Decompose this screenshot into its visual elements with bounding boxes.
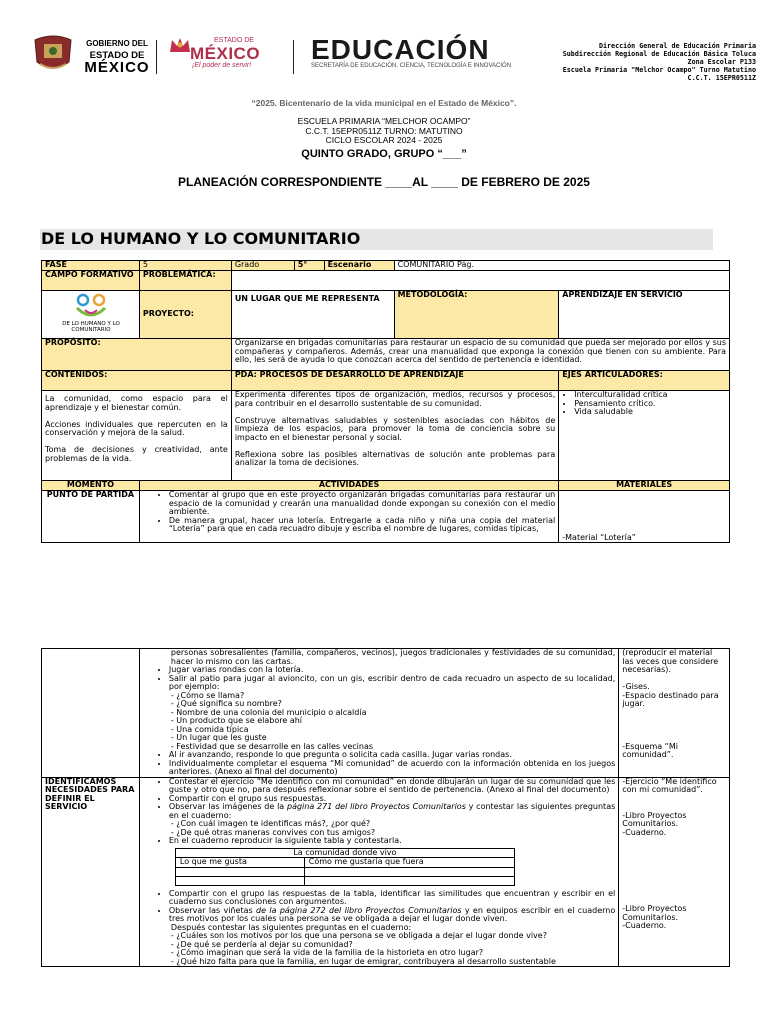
material-item: -Ejercicio “Me identifico con mi comunidad”. [622, 776, 717, 794]
inner-col1: Lo que me gusta [175, 858, 304, 868]
problematica-value [231, 271, 729, 291]
question-item: - ¿Qué hizo falta para que la familia, en lugar de emigrar, contribuyera al desarrollo sustentable [170, 956, 556, 966]
edo-name: MÉXICO [190, 44, 261, 63]
grade-title: QUINTO GRADO, GRUPO “___” [301, 148, 467, 160]
question-item: - Un lugar que les guste [170, 733, 267, 742]
direction-block [563, 42, 756, 82]
dir-line: Escuela Primaria "Melchor Ocampo" Turno Matutino [562, 66, 756, 74]
school-info [0, 117, 768, 146]
material-item: -Libro Proyectos Comunitarios. [622, 904, 687, 922]
materials-cell [619, 777, 730, 967]
problematica-label: PROBLEMÁTICA: [139, 271, 231, 291]
materials-cell: -Material “Lotería” [559, 491, 730, 543]
fase-label: FASE [42, 261, 140, 271]
escenario-label: Escenario [324, 261, 394, 271]
activity-item: • Jugar varias rondas con la lotería. [169, 666, 615, 675]
activities-table [41, 648, 730, 967]
eje-item: • Vida saludable [574, 408, 726, 417]
fase-value: 5 [139, 261, 231, 271]
question-item: - ¿Cuáles son los motivos por los que una persona se ve obligada a dejar el lugar donde vive? [170, 931, 547, 940]
question-item: - Un producto que se elabore ahí [170, 716, 303, 725]
escenario-value: COMUNITARIO Pág. [394, 261, 729, 271]
contenidos-cell [42, 391, 232, 481]
edomex-logo [168, 36, 278, 72]
proyecto-label: PROYECTO: [139, 291, 231, 339]
actividades-label: ACTIVIDADES [139, 481, 558, 491]
campo-logo-cell [42, 291, 140, 339]
material-item: -Cuaderno. [622, 827, 667, 837]
dir-line: Zona Escolar P133 [687, 58, 756, 66]
pda-cell [231, 391, 558, 481]
material-item: -Libro Proyectos Comunitarios. [622, 810, 687, 828]
activity-item: • Contestar el ejercicio “Me identifico con mi comunidad” en donde dibujarán un lugar de su comunidad que les guste y otro que no, para después reflexionar sobre el sentido de pertenencia. (Anexo al final del documento) [169, 778, 615, 795]
activity-item: • De manera grupal, hacer una lotería. Entregarle a cada niño y niña una copia del material “Lotería” para que en cada recuadro dibuje y escriba el nombre de lugares, comidas típicas, [169, 517, 555, 534]
grado-label: Grado [231, 261, 294, 271]
campo-formativo-icon [71, 292, 111, 322]
continued-text: personas sobresalientes (familia, compañeros, vecinos), juegos tradicionales y festividades de su comunidad, hacer lo mismo con las cartas. [170, 648, 616, 666]
vinetas-post: y en equipos escribir en el cuaderno tres motivos por los cuales una persona se ve obligada a dejar el lugar donde viven. [168, 905, 616, 923]
proposito-label: PROPÓSITO: [42, 339, 232, 371]
ejes-label: EJES ARTICULADORES: [559, 371, 730, 391]
gem-line2: ESTADO DE [89, 50, 145, 61]
dir-line: Dirección General de Educación Primaria [598, 42, 756, 50]
contenido-item: Toma de decisiones y creatividad, ante problemas de la vida. [45, 445, 228, 463]
contenidos-label: CONTENIDOS: [42, 371, 232, 391]
planning-title: PLANEACIÓN CORRESPONDIENTE ____AL ____ DE FEBRERO DE 2025 [178, 175, 590, 189]
document-header [0, 0, 768, 95]
dir-line: C.C.T. 15EPR0511Z [687, 74, 756, 82]
grado-value: 5° [294, 261, 324, 271]
momento-punto-partida: PUNTO DE PARTIDA [42, 491, 140, 543]
community-table [175, 848, 515, 886]
ejes-cell [559, 391, 730, 481]
logo-caption: DE LO HUMANO Y LO COMUNITARIO [62, 321, 120, 333]
pda-item: Experimenta diferentes tipos de organización, medios, recursos y procesos, para contribuir en el desarrollo sustentable de su comunidad. [234, 390, 556, 408]
metodologia-label: METODOLOGÍA: [394, 291, 559, 339]
gem-line1: GOBIERNO DEL [86, 39, 148, 48]
activities-cell [139, 777, 618, 967]
observe-pre: Observar las imágenes de la [168, 802, 287, 811]
proposito-value: Organizarse en brigadas comunitarias para restaurar un espacio de su comunidad que pueda ser mejorado por ellos y sus compañeras y compañeros. Además, crear una manualidad que exponga la conexión que tienen con su ambiente. Para ello, les será de ayuda lo que conozcan acerca del sentido de pertenencia e identidad. [231, 339, 729, 371]
materiales-label: MATERIALES [559, 481, 730, 491]
material-item: -Esquema “Mi comunidad”. [622, 741, 678, 759]
activity-item: • En el cuaderno reproducir la siguiente tabla y contestarla. [169, 837, 615, 846]
activity-item: • Al ir avanzando, responde lo que pregunta o solicita cada casilla. Jugar varias rondas. [169, 751, 615, 760]
eje-item: • Interculturalidad crítica [574, 391, 726, 400]
education-title: EDUCACIÓN [311, 34, 490, 65]
motto: “2025. Bicentenario de la vida municipal en el Estado de México”. [251, 98, 517, 108]
edo-slogan: ¡El poder de servir! [192, 62, 252, 69]
question-item: - ¿De qué se perdería al dejar su comunidad? [170, 939, 353, 949]
activity-item: • Salir al patio para jugar al avioncito, con un gis, escribir dentro de cada recuadro un aspecto de su localidad, por ejemplo: [169, 675, 615, 692]
activity-item [169, 907, 615, 924]
contenido-item: Acciones individuales que repercuten en la conservación y mejora de la salud. [45, 419, 228, 437]
planning-table [41, 260, 730, 543]
activities-cell [139, 491, 558, 543]
materials-cell [619, 649, 730, 778]
question-item: - ¿Con cuál imagen te identificas más?, ¿por qué? [170, 819, 371, 828]
inner-cell [304, 867, 514, 876]
inner-col2: Cómo me gustaría que fuera [304, 858, 514, 868]
gem-line3: MÉXICO [84, 59, 150, 76]
inner-cell [175, 876, 304, 885]
momento-label: MOMENTO [42, 481, 140, 491]
crown-icon [168, 36, 192, 56]
activity-item: • Compartir con el grupo sus respuestas. [169, 795, 615, 804]
question-item: - ¿Cómo imaginan que será la vida de la familia de la historieta en otro lugar? [170, 948, 484, 957]
proyecto-value: UN LUGAR QUE ME REPRESENTA [231, 291, 394, 339]
material-item: (reproducir el material las veces que considere necesarias). [622, 648, 719, 674]
material-item: -Cuaderno. [622, 921, 667, 930]
school-name: ESCUELA PRIMARIA “MELCHOR OCAMPO” [297, 116, 471, 126]
question-item: - Una comida típica [170, 724, 249, 734]
material-item: -Espacio destinado para jugar. [622, 690, 719, 708]
question-item: - ¿De qué otras maneras convives con tus amigos? [170, 827, 376, 837]
state-government-logo-text [82, 38, 152, 74]
activity-item: • Individualmente completar el esquema “Mi comunidad” de acuerdo con la información obtenida en los juegos anteriores. (Anexo al final del documento) [169, 760, 615, 777]
campo-logo [45, 291, 136, 331]
question-item: - ¿Cómo se llama? [170, 690, 245, 700]
campo-label: CAMPO FORMATIVO [42, 271, 140, 291]
question-item: - ¿Qué significa su nombre? [170, 699, 282, 708]
activity-item: • Comentar al grupo que en este proyecto organizarán brigadas comunitarias para restaurar un espacio de la comunidad y crearán una manualidad donde expongan su conexión con el medio ambiente. [169, 491, 555, 517]
dir-line: Subdirección Regional de Educación Básica Toluca [562, 50, 756, 58]
school-cycle: CICLO ESCOLAR 2024 - 2025 [325, 135, 443, 145]
school-cct: C.C.T. 15EPR0511Z TURNO: MATUTINO [305, 125, 463, 136]
inner-title: La comunidad donde vivo [175, 848, 514, 858]
observe-post: y contestar las siguientes preguntas en el cuaderno: [168, 802, 616, 820]
edo-label: ESTADO DE [214, 37, 254, 44]
observe-book: página 271 del libro Proyectos Comunitarios [286, 802, 466, 811]
after-text: Después contestar las siguientes preguntas en el cuaderno: [170, 922, 412, 932]
question-item: - Nombre de una colonia del municipio o alcaldía [170, 707, 367, 717]
pda-label: PDA: PROCESOS DE DESARROLLO DE APRENDIZAJE [231, 371, 558, 391]
momento-identificamos: IDENTIFICAMOS NECESIDADES PARA DEFINIR EL SERVICIO [42, 777, 140, 967]
pda-item: Construye alternativas saludables y sostenibles asociadas con hábitos de limpieza de los espacios, para promover la toma de conciencia sobre su impacto en el bienestar personal y social. [234, 415, 556, 442]
momento-cell [42, 649, 140, 778]
pda-item: Reflexiona sobre las posibles alternativas de solución ante problemas para analizar la toma de decisiones. [234, 449, 556, 467]
eje-item: • Pensamiento crítico. [574, 400, 726, 409]
section-title: DE LO HUMANO Y LO COMUNITARIO [41, 229, 361, 248]
state-coat-of-arms-icon [32, 34, 74, 74]
material-item: -Gises. [622, 682, 650, 691]
education-subtitle: SECRETARÍA DE EDUCACIÓN, CIENCIA, TECNOLOGÍA E INNOVACIÓN [311, 63, 512, 69]
activity-item [169, 803, 615, 820]
question-item: - Festividad que se desarrolle en las calles vecinas [170, 741, 374, 751]
inner-cell [304, 876, 514, 885]
inner-cell [175, 867, 304, 876]
activity-item: • Compartir con el grupo las respuestas de la tabla, identificar las similitudes que encuentran y escribir en el cuaderno sus conclusiones con argumentos. [169, 890, 615, 907]
divider [293, 40, 294, 74]
divider [156, 40, 157, 74]
metodologia-value: APRENDIZAJE EN SERVICIO [559, 291, 730, 339]
contenido-item: La comunidad, como espacio para el aprendizaje y el bienestar común. [45, 394, 228, 412]
vinetas-book: de la página 272 del libro Proyectos Comunitarios [256, 905, 462, 915]
activities-cell [139, 649, 618, 778]
vinetas-pre: Observar las viñetas [168, 905, 257, 915]
